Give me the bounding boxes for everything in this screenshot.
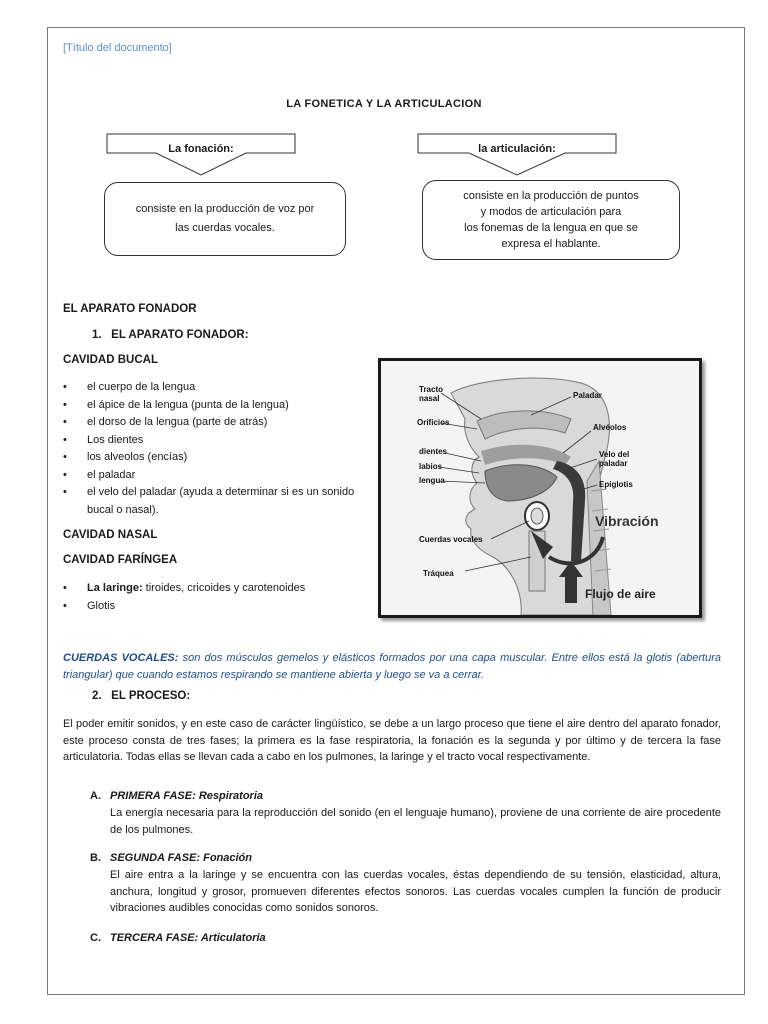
phase-text: El aire entra a la laringe y se encuentra con las cuerdas vocales, éstas dependiendo de su tensión, elasticidad, altura, anchura, longitud y grosor, promueven diferentes efectos sonoros. Las cuerdas vocales cumplen la función de producir vibraciones audibles conocidas como sonidos sonoros. <box>110 869 721 914</box>
label-lengua: lengua <box>419 476 445 485</box>
phase-title: TERCERA FASE: Articulatoria <box>110 932 266 944</box>
label-labios: labios <box>419 462 443 471</box>
label-alveolos: Alvéolos <box>593 423 627 432</box>
fonacion-arrow <box>106 133 296 153</box>
cavidad-faringea-heading: CAVIDAD FARÍNGEA <box>63 554 178 566</box>
list-item: • los alveolos (encías) <box>63 449 375 467</box>
articulacion-label: la articulación: <box>478 143 556 155</box>
label-traquea: Tráquea <box>423 569 454 578</box>
label-epiglotis: Epiglotis <box>599 480 633 489</box>
list-item: • el cuerpo de la lengua <box>63 379 375 397</box>
list-item: • Glotis <box>63 598 375 616</box>
laringe-label: La laringe: <box>87 582 143 594</box>
fonacion-label: La fonación: <box>168 143 234 155</box>
label-tracto-nasal: Tracto nasal <box>419 385 444 403</box>
phase-letter: A. <box>90 790 101 802</box>
cuerdas-vocales-paragraph <box>63 650 721 683</box>
list-item: • el ápice de la lengua (punta de la lengua) <box>63 397 375 415</box>
articulacion-definition-box <box>422 180 680 260</box>
fonacion-text-line: consiste en la producción de voz por <box>135 203 315 215</box>
cavidad-faringea-list <box>63 580 375 615</box>
label-dientes: dientes <box>419 447 448 456</box>
list-item: • el velo del paladar (ayuda a determinar si es un sonido bucal o nasal). <box>63 484 375 519</box>
articulacion-text-line: expresa el hablante. <box>501 238 601 250</box>
list-item: • el paladar <box>63 467 375 485</box>
articulacion-text-line: consiste en la producción de puntos <box>463 190 639 202</box>
cuerdas-vocales-text: son dos músculos gemelos y elásticos formados por una capa muscular. Entre ellos está la glotis (abertura triangular) que cuando estamos respirando se mantiene abierta y luego se va a cerrar. <box>63 652 721 681</box>
list-item: • el dorso de la lengua (parte de atrás) <box>63 414 375 432</box>
fonacion-definition-box <box>104 182 346 256</box>
cavidad-bucal-heading: CAVIDAD BUCAL <box>63 354 158 366</box>
articulacion-text-line: los fonemas de la lengua en que se <box>464 222 638 234</box>
cuerdas-vocales-term: CUERDAS VOCALES: <box>63 652 179 664</box>
phase-text: La energía necesaria para la reproducción del sonido (en el lenguaje humano), proviene de una corriente de aire procedente de los pulmones. <box>110 807 721 836</box>
numbered-heading-aparato: 1. EL APARATO FONADOR: <box>92 329 249 341</box>
phase-title: SEGUNDA FASE: Fonación <box>110 852 252 864</box>
main-title: LA FONETICA Y LA ARTICULACION <box>286 98 482 110</box>
document-title-placeholder[interactable]: [Título del documento] <box>63 42 172 54</box>
label-cuerdas-vocales: Cuerdas vocales <box>419 535 483 544</box>
phase-letter: B. <box>90 852 101 864</box>
cavidad-nasal-heading: CAVIDAD NASAL <box>63 529 158 541</box>
articulacion-arrow <box>417 133 617 153</box>
phase-letter: C. <box>90 932 101 944</box>
label-velo-paladar: Velo del paladar <box>599 450 630 468</box>
cavidad-bucal-list <box>63 379 375 519</box>
fonacion-text-line: las cuerdas vocales. <box>175 222 275 234</box>
laringe-text: tiroides, cricoides y carotenoides <box>142 582 306 594</box>
label-orificios: Orificios <box>417 418 450 427</box>
phase-title: PRIMERA FASE: Respiratoria <box>110 790 264 802</box>
vocal-tract-figure <box>378 358 702 618</box>
label-flujo-aire: Flujo de aire <box>585 587 656 601</box>
proceso-paragraph: El poder emitir sonidos, y en este caso de carácter lingüístico, se debe a un largo proceso que tiene el aire dentro del aparato fonador, este proceso consta de tres fases; la primera es la fase respiratoria, la fonación es la segunda y por último y de tercera la fase articulatoria. Todas ellas se llevan cada a cabo en los pulmones, la laringe y el tracto vocal respectivamente. <box>63 718 721 763</box>
list-item <box>63 580 375 598</box>
list-item: • Los dientes <box>63 432 375 450</box>
numbered-heading-proceso: 2. EL PROCESO: <box>92 690 191 702</box>
section-heading-aparato: EL APARATO FONADOR <box>63 303 197 315</box>
articulacion-text-line: y modos de articulación para <box>480 206 622 218</box>
label-paladar: Paladar <box>573 391 602 400</box>
label-vibracion: Vibración <box>595 513 659 529</box>
